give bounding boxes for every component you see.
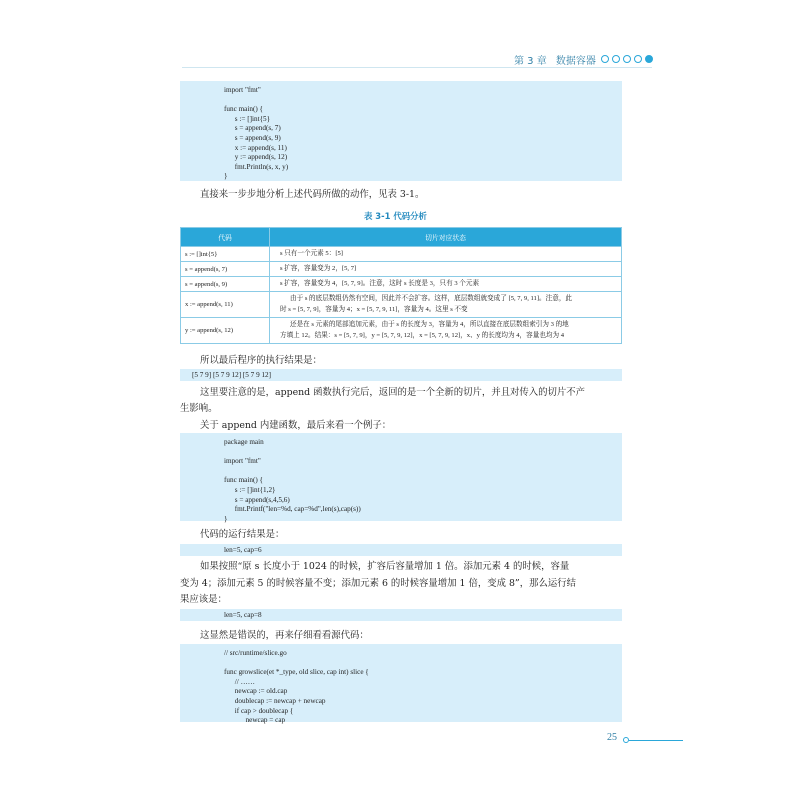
state-cell (270, 262, 622, 277)
progress-dot-icon (612, 55, 620, 63)
code-line: s := []int{1,2} (224, 485, 276, 494)
code-cell: s = append(s, 7) (181, 262, 270, 277)
code-block-3-lines (224, 649, 369, 726)
code-line: newcap = cap (224, 716, 286, 725)
footer-rule (629, 740, 683, 741)
code-line: s = append(s, 7) (224, 124, 281, 133)
output-block-3: len=5, cap=8 (180, 609, 622, 621)
code-line (224, 96, 288, 106)
output-block-2: len=5, cap=6 (180, 544, 622, 556)
code-line: doublecap := newcap + newcap (224, 696, 326, 705)
code-line: s = append(s,4,5,6) (224, 495, 290, 504)
paragraph-1: 直接来一步步地分析上述代码所做的动作，见表 3-1。 (200, 189, 425, 200)
paragraph-3-line-2: 生影响。 (180, 403, 218, 414)
code-line: y := append(s, 12) (224, 153, 288, 162)
table-row (181, 277, 622, 292)
progress-dot-filled-icon (645, 55, 653, 63)
code-cell: y := append(s, 12) (181, 318, 270, 344)
code-line: func growslice(et *_type, old slice, cap int) slice { (224, 668, 369, 677)
chapter-title: 数据容器 (555, 56, 596, 67)
progress-dot-icon (623, 55, 631, 63)
code-line: fmt.Printf("len=%d, cap=%d",len(s),cap(s)) (224, 505, 361, 514)
code-block-2-lines (224, 438, 361, 524)
state-line: s 扩容，容量变为 2，[5, 7] (280, 264, 357, 272)
progress-dot-icon (601, 55, 609, 63)
header-rule (182, 67, 652, 68)
code-line: } (224, 172, 228, 181)
paragraph-4: 关于 append 内建函数，最后来看一个例子： (200, 420, 392, 431)
table-body (181, 247, 622, 344)
paragraph-6-line-2: 变为 4；添加元素 5 的时候容量不变；添加元素 6 的时候容量增加 1 倍，变成 8”，那么运行结 (180, 578, 576, 589)
state-line: 由于 s 的底层数组仍然有空间，因此并不会扩容。这样，底层数组就变成了 [5, 7, 9, 11]。注意，此 (290, 295, 572, 302)
state-cell (270, 292, 622, 318)
code-line: x := append(s, 11) (224, 143, 287, 152)
output-block-1: [5 7 9] [5 7 9 12] [5 7 9 12] (180, 369, 622, 381)
state-line: 还是在 s 元素的尾部追加元素，由于 s 的长度为 3，容量为 4，所以直接在底层数组索引为 3 的地 (290, 321, 569, 328)
state-cell (270, 277, 622, 292)
code-block-2 (180, 433, 622, 521)
state-cell (270, 247, 622, 262)
code-block-3 (180, 644, 622, 725)
paragraph-5: 代码的运行结果是： (200, 529, 285, 540)
chapter-number: 第 3 章 (514, 56, 547, 67)
paragraph-6-line-1: 如果按照“原 s 长度小于 1024 的时候，扩容后容量增加 1 倍。添加元素 4 的时候，容量 (200, 561, 570, 572)
code-cell: x := append(s, 11) (181, 292, 270, 318)
page-number: 25 (607, 732, 617, 743)
paragraph-6-line-3: 果应该是： (180, 594, 227, 605)
code-line: s := []int{5} (224, 114, 271, 123)
code-cell: s := []int{5} (181, 247, 270, 262)
code-block-1-lines (224, 86, 288, 182)
table-caption: 表 3-1 代码分析 (364, 211, 427, 221)
state-cell (270, 318, 622, 344)
paragraph-3-line-1: 这里要注意的是，append 函数执行完后，返回的是一个全新的切片，并且对传入的切片不产 (200, 387, 586, 398)
code-line: import "fmt" (224, 457, 261, 466)
code-line: func main() { (224, 105, 263, 114)
code-line: import "fmt" (224, 86, 261, 94)
code-line: newcap := old.cap (224, 687, 288, 696)
code-line: // …… (224, 677, 255, 686)
code-line: fmt.Println(s, x, y) (224, 162, 289, 171)
chapter-label (514, 52, 596, 67)
progress-dot-icon (634, 55, 642, 63)
table-row (181, 318, 622, 344)
code-line (224, 467, 361, 477)
code-line: if cap > doublecap { (224, 706, 294, 715)
table-row (181, 292, 622, 318)
state-line: 时 s = [5, 7, 9]，容量为 4；x = [5, 7, 9, 11]，容量为 4。这里 s 不变 (280, 305, 468, 313)
table-header-code: 代码 (181, 228, 270, 247)
state-line: s 扩容，容量变为 4，[5, 7, 9]。注意，这时 s 长度是 3，只有 3 个元素 (280, 279, 480, 287)
code-line (224, 659, 369, 669)
code-line: func main() { (224, 476, 263, 485)
table-row (181, 247, 622, 262)
code-line (224, 448, 361, 458)
code-block-1 (180, 81, 622, 181)
chapter-progress-dots (601, 55, 653, 63)
state-line: s 只有一个元素 5：[5] (280, 249, 344, 257)
code-line: } (224, 514, 228, 523)
code-cell: s = append(s, 9) (181, 277, 270, 292)
code-line: package main (224, 438, 264, 446)
paragraph-2: 所以最后程序的执行结果是： (200, 355, 322, 366)
code-line: s = append(s, 9) (224, 133, 281, 142)
table-header-state: 切片对应状态 (270, 228, 622, 247)
table-row (181, 262, 622, 277)
analysis-table (180, 227, 622, 344)
paragraph-7: 这显然是错误的，再来仔细看看源代码： (200, 630, 369, 641)
code-line: // src/runtime/slice.go (224, 649, 287, 657)
state-line: 方填上 12。结果：s = [5, 7, 9]，y = [5, 7, 9, 12]，x = [5, 7, 9, 12]，x、y 的长度均为 4，容量也均为 4 (280, 331, 565, 339)
